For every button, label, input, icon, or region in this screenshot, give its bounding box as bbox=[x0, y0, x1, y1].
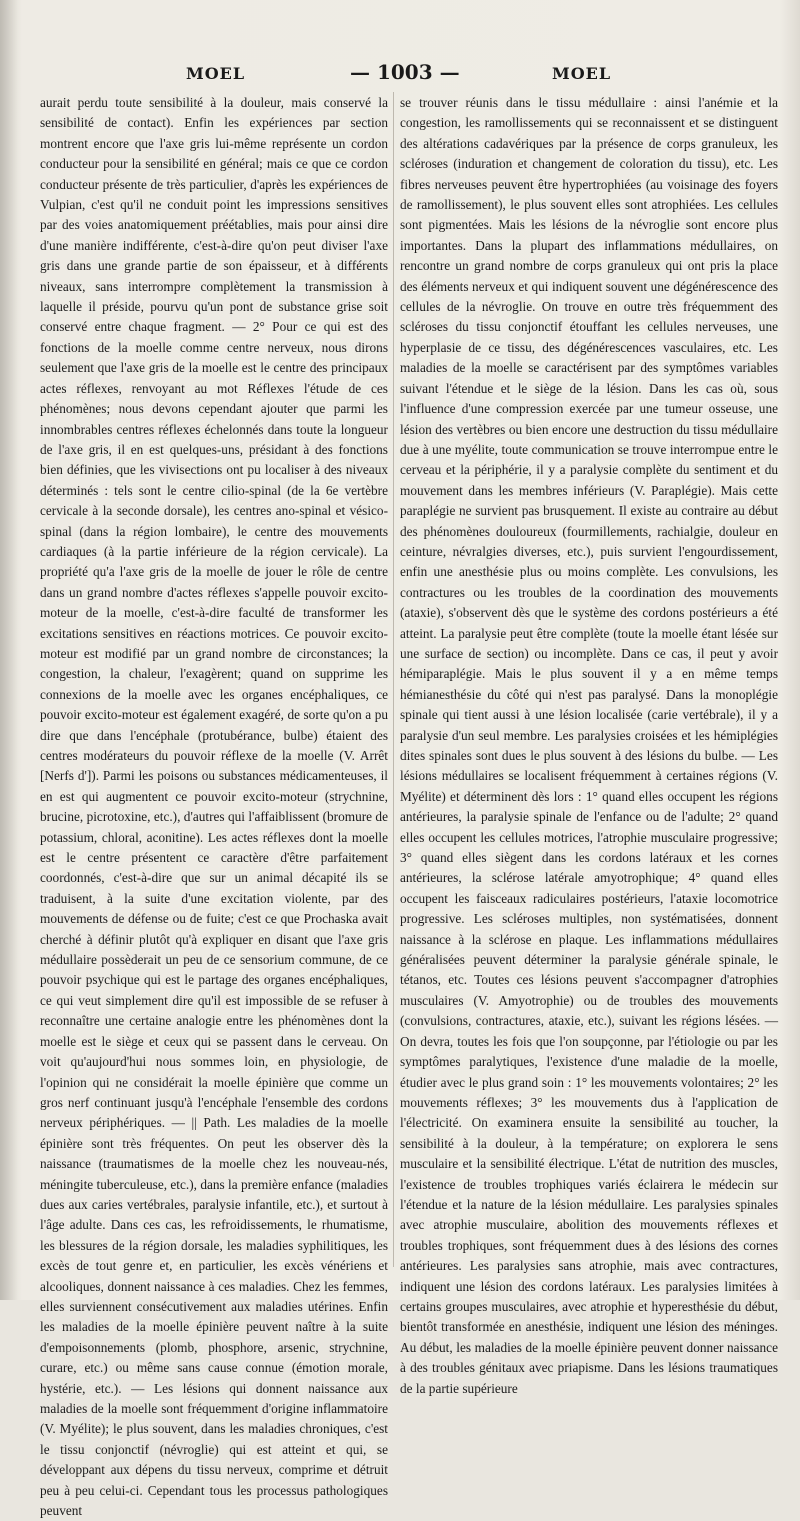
running-head bbox=[0, 60, 800, 88]
right-column-text: se trouver réunis dans le tissu médullaire : ainsi l'anémie et la congestion, les ramollissements qui se reconnaissent et se distinguent des altérations cadavériques par la présence de corps granuleux, les scléroses (induration et changement de coloration du tissu), etc. Les fibres nerveuses peuvent être hypertrophiées (au voisinage des foyers de ramollissement), le plus souvent elles sont atrophiées. Les cellules sont pigmentées. Mais les lésions de la névroglie sont encore plus importantes. Dans la plupart des inflammations médullaires, on rencontre un grand nombre de corps granuleux qui ont pris la place des éléments nerveux et qui indiquent souvent une dégénérescence des cellules de la névroglie. On trouve en outre très fréquemment des scléroses du tissu conjonctif étouffant les cellules nerveuses, une hyperplasie de ce tissu, des dégénérescences vasculaires, etc. Les maladies de la moelle se caractérisent par des symptômes variables suivant l'étendue et le siège de la lésion. Dans les cas où, sous l'influence d'une compression exercée par une tumeur osseuse, une lésion des vertèbres ou bien encore une destruction du tissu médullaire due à une myélite, toute communication se trouve interrompue entre le cerveau et la périphérie, il y a paralysie complète du sentiment et du mouvement dans les membres inférieurs (V. Paraplégie). Mais cette paraplégie ne survient pas brusquement. Il existe au contraire au début des phénomènes douloureux (fourmillements, rachialgie, douleur en ceinture, névralgies diverses, etc.), puis survient l'engourdissement, enfin une anesthésie plus ou moins complète. Les convulsions, les contractures ou les troubles de la coordination des mouvements (ataxie), s'observent dès que le système des cordons postérieurs a été atteint. La paralysie peut être complète (toute la moelle étant lésée sur une surface de section) ou incomplète. Dans ce cas, il peut y avoir hémiparaplégie. Mais le plus souvent il y a en même temps hémianesthésie du côté qui n'est pas paralysé. Dans la monoplégie spinale qui tient aussi à une lésion localisée (carie vertébrale), il y a paralysie d'un seul membre. Les paralysies croisées et les hémiplégies dites spinales sont dues le plus souvent à des lésions du bulbe. — Les lésions médullaires se localisent fréquemment à certaines régions (V. Myélite) et déterminent dès lors : 1° quand elles occupent les régions antérieures, la paralysie spinale de l'enfance ou de l'adulte; 2° quand elles occupent les cellules motrices, l'atrophie musculaire progressive; 3° quand elles siègent dans les cordons latéraux et les cornes antérieures, la sclérose latérale amyotrophique; 4° quand elles occupent les faisceaux radiculaires postérieurs, l'ataxie locomotrice progressive. Les scléroses multiples, non systématisées, donnent naissance à la sclérose en plaque. Les inflammations médullaires généralisées peuvent déterminer la paralysie générale spinale, le tétanos, etc. Toutes ces lésions peuvent s'accompagner d'atrophies musculaires (V. Amyotrophie) ou de troubles des mouvements (convulsions, contractures, ataxie, etc.), suivant les régions lésées. — On devra, toutes les fois que l'on soupçonne, par l'étiologie ou par les symptômes paralytiques, l'existence d'une maladie de la moelle, étudier avec le plus grand soin : 1° les mouvements volontaires; 2° les mouvements réflexes; 3° les mouvements dus à l'application de l'électricité. On examinera ensuite la sensibilité au toucher, la sensibilité à la douleur, à la température; on explorera le sens musculaire et la sensibilité électrique. L'état de nutrition des muscles, l'existence de troubles trophiques variés éclairera le médecin sur l'étendue et la nature de la lésion médullaire. Les paralysies spinales avec atrophie musculaire, abolition des mouvements réflexes et troubles trophiques, sont fréquemment dues à des lésions des cornes antérieures. Les paralysies sans atrophie, mais avec contractures, indiquent une lésion des cordons latéraux. Les paralysies limitées à certains groupes musculaires, avec atrophie et hyperesthésie du début, bientôt transformée en anesthésie, indiquent une lésion des méninges. Au début, les maladies de la moelle épinière peuvent donner naissance à des troubles génitaux avec priapisme. Dans les lésions traumatiques de la partie supérieure bbox=[400, 95, 778, 1396]
page-number: — 1003 — bbox=[350, 60, 460, 84]
binding-shadow bbox=[0, 0, 18, 1300]
right-column bbox=[400, 93, 778, 1396]
header-right-word: MOEL bbox=[552, 64, 612, 83]
column-divider bbox=[393, 92, 394, 1267]
left-column bbox=[40, 93, 388, 1519]
header-left-word: MOEL bbox=[186, 64, 246, 83]
left-column-text: aurait perdu toute sensibilité à la douleur, mais conservé la sensibilité de contact). Enfin les expériences par section montrent encore que l'axe gris lui-même représente un cordon conducteur pour la sensibilité en général; mais ce que ce cordon conducteur présente de très particulier, d'après les expériences de Vulpian, c'est qu'il ne conduit point les impressions sensitives par des voies anatomiquement préétablies, mais pour ainsi dire d'une manière indifférente, c'est-à-dire qu'on peut diviser l'axe gris dans une grande partie de son épaisseur, et à différents niveaux, sans interrompre complètement la transmission à laquelle il préside, pourvu qu'un pont de substance grise soit conservé entre chaque fragment. — 2° Pour ce qui est des fonctions de la moelle comme centre nerveux, nous dirons seulement que l'axe gris de la moelle est le centre des principaux actes réflexes, renvoyant au mot Réflexes l'étude de ces phénomènes; nous devons cependant ajouter que parmi les innombrables centres réflexes échelonnés dans toute la longueur de l'axe gris, il en est quelques-uns, présidant à des fonctions bien définies, que les vivisections ont pu localiser à des niveaux déterminés : tels sont le centre cilio-spinal (de la 6e vertèbre cervicale à la seconde dorsale), les centres ano-spinal et vésico-spinal (dans la région lombaire), le centre des mouvements cardiaques (à la partie inférieure de la région cervicale). La propriété qu'a l'axe gris de la moelle de jouer le rôle de centre dans un grand nombre d'actes réflexes s'appelle pouvoir excito-moteur de la moelle, c'est-à-dire faculté de transformer les excitations sensitives en réactions motrices. Ce pouvoir excito-moteur est modifié par un grand nombre de circonstances; la congestion, la chaleur, l'exagèrent; quand on supprime les connexions de la moelle avec les organes encéphaliques, ce pouvoir excito-moteur est également exagéré, de sorte qu'on a pu dire que dans l'encéphale (protubérance, bulbe) étaient des centres modérateurs du pouvoir réflexe de la moelle (V. Arrêt [Nerfs d']). Parmi les poisons ou substances médicamenteuses, il en est qui augmentent ce pouvoir excito-moteur (strychnine, brucine, picrotoxine, etc.), d'autres qui l'affaiblissent (bromure de potassium, chloral, aconitine). Les actes réflexes dont la moelle est le centre présentent ce caractère d'être parfaitement coordonnés, c'est-à-dire que sur un animal décapité ils se traduisent, à la suite d'une excitation violente, par des mouvements de défense ou de fuite; c'est ce que Prochaska avait cherché à définir plutôt qu'à expliquer en disant que l'axe gris médullaire possèderait un peu de ce sensorium commune, de ce pouvoir psychique qui est le partage des organes encéphaliques, ce qui veut simplement dire qu'il est impossible de se refuser à reconnaître une certaine analogie entre les phénomènes dont la moelle est le siège et ceux qui se passent dans le cerveau. On voit qu'aujourd'hui nous sommes loin, en physiologie, de l'opinion qui ne considérait la moelle épinière que comme un gros nerf continuant jusqu'à l'encéphale l'ensemble des cordons nerveux périphériques. — || Path. Les maladies de la moelle épinière sont très fréquentes. On peut les observer dès la naissance (traumatismes de la moelle chez les nouveau-nés, méningite tuberculeuse, etc.), dans la première enfance (maladies dues aux caries vertébrales, paralysie infantile, etc.), et surtout à l'âge adulte. Dans ces cas, les refroidissements, le rhumatisme, les blessures de la région dorsale, les maladies syphilitiques, les excès de tout genre et, en particulier, les excès vénériens et alcooliques, donnent naissance à ces maladies. Chez les femmes, elles surviennent consécutivement aux maladies utérines. Enfin les maladies de la moelle épinière peuvent naître à la suite d'empoisonnements (plomb, phosphore, arsenic, strychnine, curare, etc.) ou même sans cause connue (émotion morale, hystérie, etc.). — Les lésions qui donnent naissance aux maladies de la moelle sont fréquemment d'origine inflammatoire (V. Myélite); le plus souvent, dans les maladies chroniques, c'est le tissu conjonctif (névroglie) qui est atteint et qui, se développant aux dépens du tissu nerveux, comprime et détruit peu à peu celui-ci. Cependant tous les processus pathologiques peuvent bbox=[40, 95, 388, 1519]
